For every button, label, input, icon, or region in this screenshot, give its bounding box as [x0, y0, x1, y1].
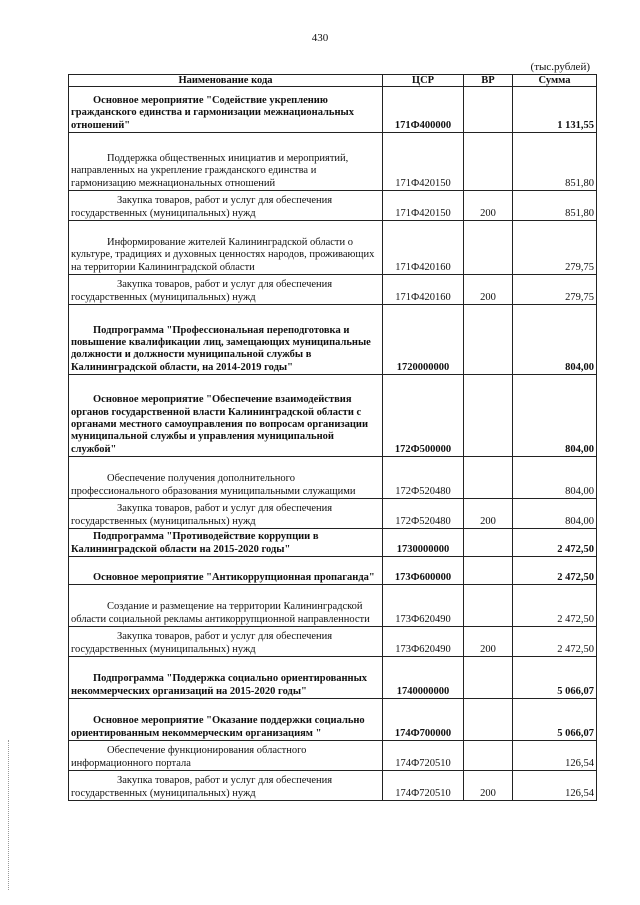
units-label: (тыс.рублей)	[530, 61, 590, 73]
row-name-cell: Подпрограмма "Профессиональная переподготовка и повышение квалификации лиц, замещающих муниципальные должности и должности муниципальной службы в Калининградской области, на 2014-2019 годы"	[69, 305, 383, 375]
table-row	[69, 221, 597, 275]
row-vr-cell: 200	[464, 191, 513, 221]
row-csr-cell: 174Ф720510	[383, 741, 464, 771]
row-name-cell: Закупка товаров, работ и услуг для обеспечения государственных (муниципальных) нужд	[69, 191, 383, 221]
table-row	[69, 275, 597, 305]
row-name-cell: Основное мероприятие "Обеспечение взаимодействия органов государственной власти Калининградской области с органами местного самоуправления по вопросам организации муниципальной службы и управления муниципальной службой"	[69, 375, 383, 457]
row-csr-cell: 171Ф420160	[383, 221, 464, 275]
row-csr-cell: 173Ф620490	[383, 585, 464, 627]
table-row	[69, 699, 597, 741]
table-row	[69, 585, 597, 627]
row-sum-cell: 126,54	[513, 741, 597, 771]
row-sum-cell: 126,54	[513, 771, 597, 801]
row-vr-cell	[464, 557, 513, 585]
table-body	[69, 87, 597, 801]
row-csr-cell: 1720000000	[383, 305, 464, 375]
margin-marks	[8, 740, 10, 890]
row-name-cell: Информирование жителей Калининградской области о культуре, традициях и духовных ценностях народов, проживающих на территории Калининградской области	[69, 221, 383, 275]
row-sum-cell: 851,80	[513, 133, 597, 191]
row-vr-cell	[464, 699, 513, 741]
row-csr-cell: 172Ф520480	[383, 457, 464, 499]
row-vr-cell: 200	[464, 771, 513, 801]
column-header-sum: Сумма	[513, 75, 597, 87]
row-csr-cell: 172Ф520480	[383, 499, 464, 529]
row-vr-cell	[464, 741, 513, 771]
row-name-cell: Основное мероприятие "Антикоррупционная пропаганда"	[69, 557, 383, 585]
table-row	[69, 627, 597, 657]
row-name-cell: Обеспечение получения дополнительного профессионального образования муниципальными служащими	[69, 457, 383, 499]
row-name-cell: Закупка товаров, работ и услуг для обеспечения государственных (муниципальных) нужд	[69, 771, 383, 801]
table-row	[69, 657, 597, 699]
table-row	[69, 87, 597, 133]
row-sum-cell: 279,75	[513, 275, 597, 305]
row-vr-cell	[464, 87, 513, 133]
table-header-row	[69, 75, 597, 87]
table-row	[69, 557, 597, 585]
row-vr-cell	[464, 375, 513, 457]
column-header-vr: ВР	[464, 75, 513, 87]
row-sum-cell: 2 472,50	[513, 585, 597, 627]
budget-table	[68, 74, 597, 801]
row-sum-cell: 804,00	[513, 305, 597, 375]
row-name-cell: Закупка товаров, работ и услуг для обеспечения государственных (муниципальных) нужд	[69, 627, 383, 657]
row-vr-cell	[464, 529, 513, 557]
row-vr-cell	[464, 133, 513, 191]
table-row	[69, 375, 597, 457]
row-csr-cell: 174Ф720510	[383, 771, 464, 801]
row-name-cell: Закупка товаров, работ и услуг для обеспечения государственных (муниципальных) нужд	[69, 275, 383, 305]
row-name-cell: Создание и размещение на территории Калининградской области социальной рекламы антикоррупционной направленности	[69, 585, 383, 627]
row-csr-cell: 171Ф420150	[383, 191, 464, 221]
row-vr-cell	[464, 585, 513, 627]
row-sum-cell: 1 131,55	[513, 87, 597, 133]
table-row	[69, 133, 597, 191]
row-csr-cell: 1730000000	[383, 529, 464, 557]
row-name-cell: Основное мероприятие "Содействие укреплению гражданского единства и гармонизации межнациональных отношений"	[69, 87, 383, 133]
table-row	[69, 741, 597, 771]
row-name-cell: Подпрограмма "Поддержка социально ориентированных некоммерческих организаций на 2015-2020 годы"	[69, 657, 383, 699]
row-name-cell: Подпрограмма "Противодействие коррупции в Калининградской области на 2015-2020 годы"	[69, 529, 383, 557]
table-row	[69, 457, 597, 499]
row-sum-cell: 5 066,07	[513, 657, 597, 699]
row-csr-cell: 171Ф420150	[383, 133, 464, 191]
row-sum-cell: 804,00	[513, 499, 597, 529]
row-sum-cell: 279,75	[513, 221, 597, 275]
row-csr-cell: 1740000000	[383, 657, 464, 699]
column-header-name: Наименование кода	[69, 75, 383, 87]
row-vr-cell	[464, 457, 513, 499]
table-row	[69, 499, 597, 529]
row-sum-cell: 804,00	[513, 457, 597, 499]
row-csr-cell: 172Ф500000	[383, 375, 464, 457]
table-row	[69, 305, 597, 375]
row-sum-cell: 5 066,07	[513, 699, 597, 741]
row-name-cell: Обеспечение функционирования областного информационного портала	[69, 741, 383, 771]
row-vr-cell: 200	[464, 499, 513, 529]
row-sum-cell: 2 472,50	[513, 627, 597, 657]
row-vr-cell	[464, 305, 513, 375]
row-name-cell: Основное мероприятие "Оказание поддержки социально ориентированным некоммерческим организациям "	[69, 699, 383, 741]
row-name-cell: Закупка товаров, работ и услуг для обеспечения государственных (муниципальных) нужд	[69, 499, 383, 529]
table-row	[69, 191, 597, 221]
row-csr-cell: 174Ф700000	[383, 699, 464, 741]
row-vr-cell	[464, 221, 513, 275]
row-csr-cell: 173Ф620490	[383, 627, 464, 657]
row-vr-cell: 200	[464, 627, 513, 657]
table-row	[69, 771, 597, 801]
row-csr-cell: 173Ф600000	[383, 557, 464, 585]
row-sum-cell: 2 472,50	[513, 557, 597, 585]
column-header-csr: ЦСР	[383, 75, 464, 87]
row-vr-cell	[464, 657, 513, 699]
row-sum-cell: 851,80	[513, 191, 597, 221]
row-csr-cell: 171Ф400000	[383, 87, 464, 133]
row-vr-cell: 200	[464, 275, 513, 305]
table-row	[69, 529, 597, 557]
row-name-cell: Поддержка общественных инициатив и мероприятий, направленных на укрепление гражданского единства и гармонизацию межнациональных отношений	[69, 133, 383, 191]
row-sum-cell: 2 472,50	[513, 529, 597, 557]
row-csr-cell: 171Ф420160	[383, 275, 464, 305]
page-number: 430	[311, 32, 329, 44]
row-sum-cell: 804,00	[513, 375, 597, 457]
